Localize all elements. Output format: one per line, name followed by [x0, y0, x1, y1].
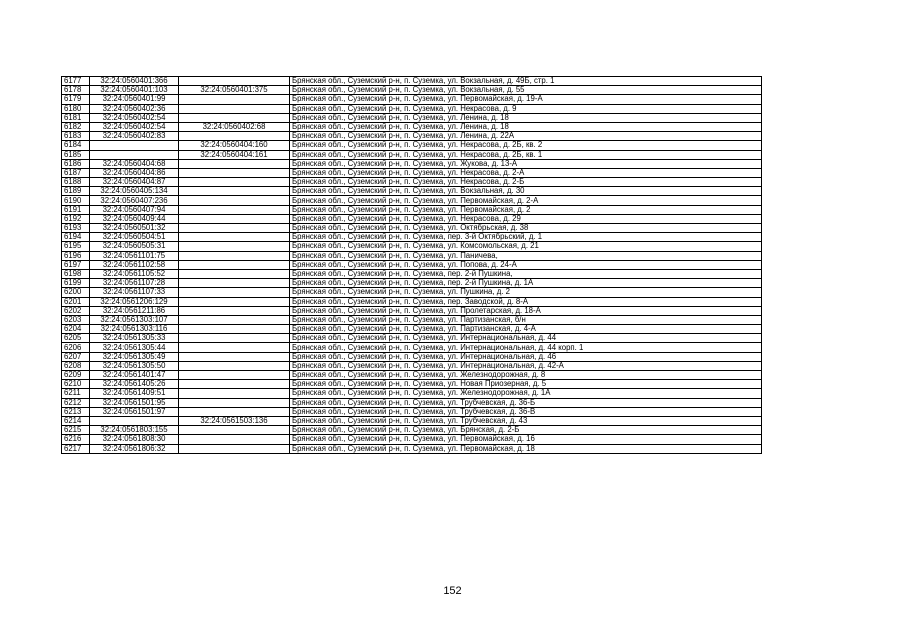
- cadastral-number-cell: [90, 150, 179, 159]
- related-cadastral-cell: [179, 159, 290, 168]
- cadastral-number-cell: 32:24:0560407:236: [90, 196, 179, 205]
- address-cell: Брянская обл., Суземский р-н, п. Суземка, ул. Брянская, д. 2-Б: [290, 426, 762, 435]
- table-row: [62, 224, 762, 233]
- address-cell: Брянская обл., Суземский р-н, п. Суземка, ул. Первомайская, д. 16: [290, 435, 762, 444]
- cadastral-number-cell: 32:24:0561401:47: [90, 371, 179, 380]
- row-number-cell: 6180: [62, 104, 90, 113]
- related-cadastral-cell: [179, 113, 290, 122]
- cadastral-number-cell: 32:24:0560504:51: [90, 233, 179, 242]
- related-cadastral-cell: [179, 315, 290, 324]
- row-number-cell: 6203: [62, 315, 90, 324]
- cadastral-number-cell: 32:24:0560401:366: [90, 77, 179, 86]
- cadastral-number-cell: 32:24:0560505:31: [90, 242, 179, 251]
- row-number-cell: 6213: [62, 407, 90, 416]
- address-cell: Брянская обл., Суземский р-н, п. Суземка, пер. 2-й Пушкина,: [290, 269, 762, 278]
- table-row: [62, 416, 762, 425]
- address-cell: Брянская обл., Суземский р-н, п. Суземка, ул. Комсомольская, д. 21: [290, 242, 762, 251]
- cadastral-number-cell: 32:24:0561105:52: [90, 269, 179, 278]
- cadastral-number-cell: 32:24:0560407:94: [90, 205, 179, 214]
- address-cell: Брянская обл., Суземский р-н, п. Суземка, пер. 2-й Пушкина, д. 1А: [290, 279, 762, 288]
- cadastral-number-cell: 32:24:0561305:50: [90, 361, 179, 370]
- related-cadastral-cell: [179, 444, 290, 453]
- row-number-cell: 6215: [62, 426, 90, 435]
- row-number-cell: 6181: [62, 113, 90, 122]
- address-cell: Брянская обл., Суземский р-н, п. Суземка, ул. Интернациональная, д. 42-А: [290, 361, 762, 370]
- cadastral-number-cell: 32:24:0561405:26: [90, 380, 179, 389]
- table-row: [62, 251, 762, 260]
- table-row: [62, 361, 762, 370]
- property-table: [61, 76, 762, 454]
- related-cadastral-cell: [179, 95, 290, 104]
- table-row: [62, 352, 762, 361]
- row-number-cell: 6186: [62, 159, 90, 168]
- address-cell: Брянская обл., Суземский р-н, п. Суземка, ул. Некрасова, д. 2-Б: [290, 178, 762, 187]
- address-cell: Брянская обл., Суземский р-н, п. Суземка, ул. Интернациональная, д. 46: [290, 352, 762, 361]
- table-row: [62, 306, 762, 315]
- address-cell: Брянская обл., Суземский р-н, п. Суземка, ул. Октябрьская, д. 38: [290, 224, 762, 233]
- related-cadastral-cell: [179, 196, 290, 205]
- row-number-cell: 6190: [62, 196, 90, 205]
- address-cell: Брянская обл., Суземский р-н, п. Суземка, ул. Некрасова, д. 2-А: [290, 168, 762, 177]
- row-number-cell: 6195: [62, 242, 90, 251]
- cadastral-number-cell: 32:24:0560409:44: [90, 214, 179, 223]
- cadastral-number-cell: 32:24:0560405:134: [90, 187, 179, 196]
- cadastral-number-cell: 32:24:0561806:32: [90, 444, 179, 453]
- cadastral-number-cell: 32:24:0560402:54: [90, 113, 179, 122]
- related-cadastral-cell: [179, 168, 290, 177]
- row-number-cell: 6189: [62, 187, 90, 196]
- cadastral-number-cell: 32:24:0561409:51: [90, 389, 179, 398]
- related-cadastral-cell: 32:24:0560401:375: [179, 86, 290, 95]
- row-number-cell: 6211: [62, 389, 90, 398]
- row-number-cell: 6182: [62, 122, 90, 131]
- address-cell: Брянская обл., Суземский р-н, п. Суземка, ул. Первомайская, д. 2-А: [290, 196, 762, 205]
- related-cadastral-cell: [179, 260, 290, 269]
- cadastral-number-cell: 32:24:0561305:49: [90, 352, 179, 361]
- table-row: [62, 444, 762, 453]
- row-number-cell: 6199: [62, 279, 90, 288]
- related-cadastral-cell: [179, 178, 290, 187]
- related-cadastral-cell: [179, 279, 290, 288]
- address-cell: Брянская обл., Суземский р-н, п. Суземка, ул. Трубчевская, д. 36-Б: [290, 398, 762, 407]
- row-number-cell: 6201: [62, 297, 90, 306]
- related-cadastral-cell: 32:24:0560404:161: [179, 150, 290, 159]
- table-row: [62, 288, 762, 297]
- cadastral-number-cell: 32:24:0561305:44: [90, 343, 179, 352]
- related-cadastral-cell: [179, 306, 290, 315]
- address-cell: Брянская обл., Суземский р-н, п. Суземка, ул. Некрасова, д. 9: [290, 104, 762, 113]
- table-row: [62, 380, 762, 389]
- cadastral-number-cell: 32:24:0560404:86: [90, 168, 179, 177]
- row-number-cell: 6217: [62, 444, 90, 453]
- related-cadastral-cell: [179, 132, 290, 141]
- cadastral-number-cell: 32:24:0561211:86: [90, 306, 179, 315]
- address-cell: Брянская обл., Суземский р-н, п. Суземка, ул. Некрасова, д. 2Б, кв. 1: [290, 150, 762, 159]
- address-cell: Брянская обл., Суземский р-н, п. Суземка, ул. Партизанская, б/н: [290, 315, 762, 324]
- related-cadastral-cell: [179, 389, 290, 398]
- related-cadastral-cell: [179, 104, 290, 113]
- address-cell: Брянская обл., Суземский р-н, п. Суземка, ул. Пролетарская, д. 18-А: [290, 306, 762, 315]
- table-row: [62, 77, 762, 86]
- address-cell: Брянская обл., Суземский р-н, п. Суземка, ул. Новая Приозерная, д. 5: [290, 380, 762, 389]
- address-cell: Брянская обл., Суземский р-н, п. Суземка, ул. Железнодорожная, д. 8: [290, 371, 762, 380]
- address-cell: Брянская обл., Суземский р-н, п. Суземка, ул. Первомайская, д. 19-А: [290, 95, 762, 104]
- page-number: 152: [443, 585, 462, 597]
- related-cadastral-cell: [179, 325, 290, 334]
- row-number-cell: 6192: [62, 214, 90, 223]
- related-cadastral-cell: [179, 77, 290, 86]
- address-cell: Брянская обл., Суземский р-н, п. Суземка, ул. Попова, д. 24-А: [290, 260, 762, 269]
- table-row: [62, 269, 762, 278]
- cadastral-number-cell: 32:24:0560402:83: [90, 132, 179, 141]
- address-cell: Брянская обл., Суземский р-н, п. Суземка, ул. Интернациональная, д. 44 корп. 1: [290, 343, 762, 352]
- address-cell: Брянская обл., Суземский р-н, п. Суземка, ул. Некрасова, д. 2Б, кв. 2: [290, 141, 762, 150]
- row-number-cell: 6179: [62, 95, 90, 104]
- address-cell: Брянская обл., Суземский р-н, п. Суземка, ул. Ленина, д. 18: [290, 113, 762, 122]
- table-row: [62, 260, 762, 269]
- cadastral-number-cell: 32:24:0561303:107: [90, 315, 179, 324]
- cadastral-number-cell: 32:24:0561102:58: [90, 260, 179, 269]
- address-cell: Брянская обл., Суземский р-н, п. Суземка, пер. 3-й Октябрьский, д. 1: [290, 233, 762, 242]
- row-number-cell: 6206: [62, 343, 90, 352]
- related-cadastral-cell: [179, 426, 290, 435]
- row-number-cell: 6191: [62, 205, 90, 214]
- table-row: [62, 168, 762, 177]
- related-cadastral-cell: [179, 233, 290, 242]
- table-row: [62, 104, 762, 113]
- related-cadastral-cell: [179, 297, 290, 306]
- table-row: [62, 279, 762, 288]
- table-row: [62, 398, 762, 407]
- row-number-cell: 6202: [62, 306, 90, 315]
- row-number-cell: 6194: [62, 233, 90, 242]
- row-number-cell: 6208: [62, 361, 90, 370]
- row-number-cell: 6185: [62, 150, 90, 159]
- table-row: [62, 205, 762, 214]
- address-cell: Брянская обл., Суземский р-н, п. Суземка, ул. Железнодорожная, д. 1А: [290, 389, 762, 398]
- table-row: [62, 297, 762, 306]
- cadastral-number-cell: 32:24:0561305:33: [90, 334, 179, 343]
- table-row: [62, 325, 762, 334]
- address-cell: Брянская обл., Суземский р-н, п. Суземка, ул. Ленина, д. 18: [290, 122, 762, 131]
- table-row: [62, 233, 762, 242]
- cadastral-number-cell: [90, 416, 179, 425]
- cadastral-number-cell: 32:24:0561501:97: [90, 407, 179, 416]
- row-number-cell: 6198: [62, 269, 90, 278]
- row-number-cell: 6210: [62, 380, 90, 389]
- address-cell: Брянская обл., Суземский р-н, п. Суземка, ул. Жукова, д. 13-А: [290, 159, 762, 168]
- related-cadastral-cell: [179, 242, 290, 251]
- address-cell: Брянская обл., Суземский р-н, п. Суземка, ул. Пушкина, д. 2: [290, 288, 762, 297]
- cadastral-number-cell: 32:24:0560404:68: [90, 159, 179, 168]
- related-cadastral-cell: 32:24:0560402:68: [179, 122, 290, 131]
- cadastral-number-cell: 32:24:0560402:54: [90, 122, 179, 131]
- related-cadastral-cell: [179, 205, 290, 214]
- related-cadastral-cell: [179, 380, 290, 389]
- row-number-cell: 6188: [62, 178, 90, 187]
- address-cell: Брянская обл., Суземский р-н, п. Суземка, ул. Трубчевская, д. 36-В: [290, 407, 762, 416]
- cadastral-number-cell: 32:24:0561107:33: [90, 288, 179, 297]
- row-number-cell: 6200: [62, 288, 90, 297]
- table-row: [62, 214, 762, 223]
- cadastral-number-cell: 32:24:0561303:116: [90, 325, 179, 334]
- table-row: [62, 122, 762, 131]
- address-cell: Брянская обл., Суземский р-н, п. Суземка, ул. Вокзальная, д. 55: [290, 86, 762, 95]
- address-cell: Брянская обл., Суземский р-н, п. Суземка, пер. Заводской, д. 8-А: [290, 297, 762, 306]
- table-row: [62, 150, 762, 159]
- row-number-cell: 6193: [62, 224, 90, 233]
- row-number-cell: 6196: [62, 251, 90, 260]
- related-cadastral-cell: 32:24:0561503:136: [179, 416, 290, 425]
- table-row: [62, 196, 762, 205]
- address-cell: Брянская обл., Суземский р-н, п. Суземка, ул. Интернациональная, д. 44: [290, 334, 762, 343]
- related-cadastral-cell: [179, 343, 290, 352]
- related-cadastral-cell: [179, 269, 290, 278]
- related-cadastral-cell: 32:24:0560404:160: [179, 141, 290, 150]
- cadastral-number-cell: 32:24:0560402:36: [90, 104, 179, 113]
- row-number-cell: 6187: [62, 168, 90, 177]
- table-row: [62, 113, 762, 122]
- table-row: [62, 389, 762, 398]
- related-cadastral-cell: [179, 352, 290, 361]
- related-cadastral-cell: [179, 407, 290, 416]
- table-row: [62, 159, 762, 168]
- cadastral-number-cell: [90, 141, 179, 150]
- table-row: [62, 242, 762, 251]
- table-row: [62, 371, 762, 380]
- address-cell: Брянская обл., Суземский р-н, п. Суземка, ул. Паничева,: [290, 251, 762, 260]
- table-row: [62, 141, 762, 150]
- row-number-cell: 6207: [62, 352, 90, 361]
- cadastral-number-cell: 32:24:0561206:129: [90, 297, 179, 306]
- row-number-cell: 6205: [62, 334, 90, 343]
- related-cadastral-cell: [179, 251, 290, 260]
- table-row: [62, 132, 762, 141]
- table-row: [62, 86, 762, 95]
- table-row: [62, 95, 762, 104]
- row-number-cell: 6183: [62, 132, 90, 141]
- table-row: [62, 407, 762, 416]
- address-cell: Брянская обл., Суземский р-н, п. Суземка, ул. Вокзальная, д. 49Б, стр. 1: [290, 77, 762, 86]
- address-cell: Брянская обл., Суземский р-н, п. Суземка, ул. Партизанская, д. 4-А: [290, 325, 762, 334]
- row-number-cell: 6184: [62, 141, 90, 150]
- related-cadastral-cell: [179, 187, 290, 196]
- cadastral-number-cell: 32:24:0561501:95: [90, 398, 179, 407]
- row-number-cell: 6178: [62, 86, 90, 95]
- related-cadastral-cell: [179, 361, 290, 370]
- row-number-cell: 6177: [62, 77, 90, 86]
- address-cell: Брянская обл., Суземский р-н, п. Суземка, ул. Трубчевская, д. 43: [290, 416, 762, 425]
- row-number-cell: 6212: [62, 398, 90, 407]
- table-row: [62, 426, 762, 435]
- address-cell: Брянская обл., Суземский р-н, п. Суземка, ул. Вокзальная, д. 30: [290, 187, 762, 196]
- cadastral-number-cell: 32:24:0561803:155: [90, 426, 179, 435]
- related-cadastral-cell: [179, 334, 290, 343]
- cadastral-number-cell: 32:24:0560401:103: [90, 86, 179, 95]
- cadastral-number-cell: 32:24:0561808:30: [90, 435, 179, 444]
- table-body: [62, 77, 762, 454]
- related-cadastral-cell: [179, 435, 290, 444]
- address-cell: Брянская обл., Суземский р-н, п. Суземка, ул. Ленина, д. 22А: [290, 132, 762, 141]
- table-row: [62, 343, 762, 352]
- related-cadastral-cell: [179, 224, 290, 233]
- table-row: [62, 187, 762, 196]
- cadastral-number-cell: 32:24:0561101:75: [90, 251, 179, 260]
- table-row: [62, 435, 762, 444]
- table-row: [62, 178, 762, 187]
- row-number-cell: 6197: [62, 260, 90, 269]
- cadastral-number-cell: 32:24:0560501:32: [90, 224, 179, 233]
- address-cell: Брянская обл., Суземский р-н, п. Суземка, ул. Первомайская, д. 18: [290, 444, 762, 453]
- related-cadastral-cell: [179, 214, 290, 223]
- address-cell: Брянская обл., Суземский р-н, п. Суземка, ул. Первомайская, д. 2: [290, 205, 762, 214]
- cadastral-number-cell: 32:24:0561107:28: [90, 279, 179, 288]
- table-row: [62, 334, 762, 343]
- related-cadastral-cell: [179, 371, 290, 380]
- row-number-cell: 6209: [62, 371, 90, 380]
- row-number-cell: 6214: [62, 416, 90, 425]
- row-number-cell: 6204: [62, 325, 90, 334]
- address-cell: Брянская обл., Суземский р-н, п. Суземка, ул. Некрасова, д. 29: [290, 214, 762, 223]
- cadastral-number-cell: 32:24:0560401:99: [90, 95, 179, 104]
- table-row: [62, 315, 762, 324]
- row-number-cell: 6216: [62, 435, 90, 444]
- cadastral-number-cell: 32:24:0560404:87: [90, 178, 179, 187]
- related-cadastral-cell: [179, 398, 290, 407]
- related-cadastral-cell: [179, 288, 290, 297]
